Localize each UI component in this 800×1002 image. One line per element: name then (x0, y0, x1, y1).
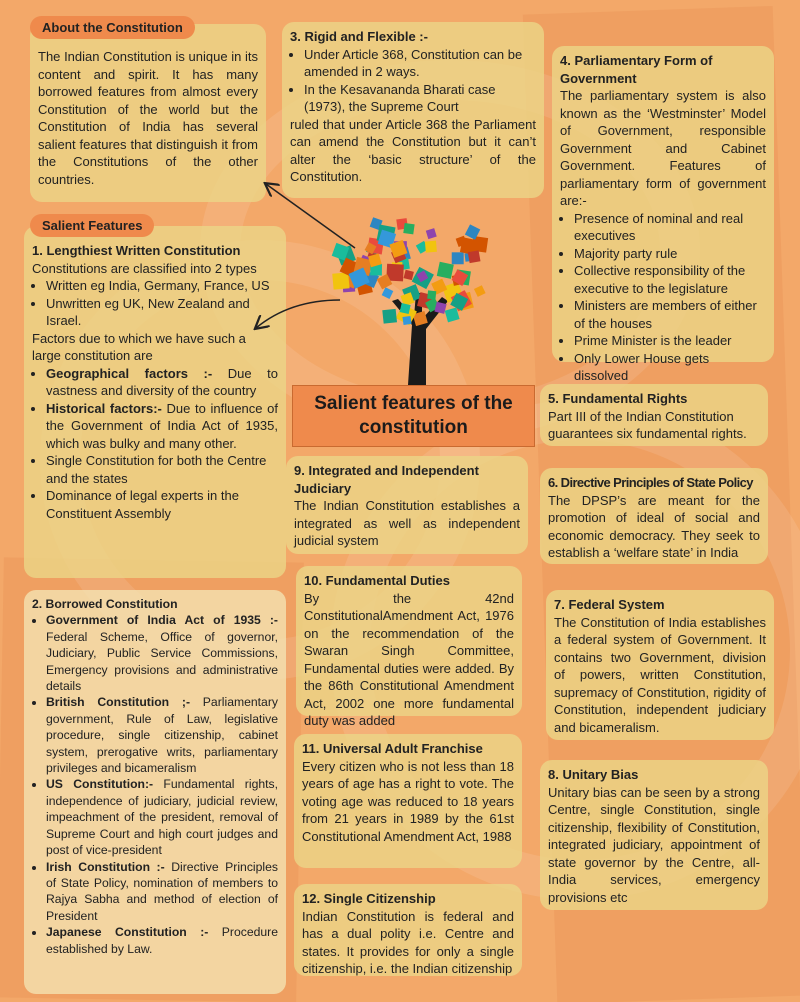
tree-illustration (330, 205, 500, 385)
section-6-box (540, 468, 768, 564)
geo-text: Due to vastness and diversity of the country (46, 365, 278, 398)
section-5-heading: 5. Fundamental Rights (548, 391, 688, 406)
list-item (46, 400, 278, 453)
section-3-list (290, 46, 536, 116)
tree-leaf-tile (445, 307, 460, 322)
section-3-box (282, 22, 544, 198)
section-1-factors (32, 365, 278, 523)
section-5-box (540, 384, 768, 446)
section-2-box (24, 590, 286, 994)
section-11-box (294, 734, 522, 868)
geo-label: Geographical factors :- (46, 365, 213, 381)
tree-leaf-tile (404, 270, 414, 280)
list-item: • Written eg India, Germany, France, US (46, 277, 278, 295)
goi-label: Government of India Act of 1935 :- (46, 613, 278, 628)
list-item: • Ministers are members of either of the houses (574, 297, 766, 332)
section-8-text: Unitary bias can be seen by a strong Centre, single Constitution, single citizenship, flexibility of Constitution, integrated judiciary, appointment of state governor by the Centre, all-India services, emergency provisions etc (548, 784, 760, 905)
brit-label: British Constitution ;- (46, 695, 191, 710)
page-title: Salient features of the constitution (292, 385, 535, 447)
section-9-heading: 9. Integrated and Independent Judiciary (294, 463, 479, 496)
section-7-text: The Constitution of India establishes a federal system of Government. It contains two Government, division of powers, written Constitution, supremacy of Constitution, rigidity of Constitution, independent judiciary and bicameralism. (554, 614, 766, 735)
section-4-heading: 4. Parliamentary Form of Government (560, 53, 713, 86)
section-11-text: Every citizen who is not less than 18 years of age has a right to vote. The voting age was reduced to 18 years from 21 years in 1989 by the 61st Constitutional Amendment Act, 1988 (302, 758, 514, 844)
hist-label: Historical factors:- (46, 400, 162, 416)
list-item: • Dominance of legal experts in the Constituent Assembly (46, 487, 278, 522)
section-1-types (32, 277, 278, 330)
section-6-text: The DPSP’s are meant for the promotion of ideal of social and economic democracy. They seek to establish a ‘welfare state’ in India (548, 492, 760, 560)
tree-leaf-tile (332, 272, 349, 289)
about-box (30, 24, 266, 202)
section-10-box (296, 566, 522, 728)
list-item (46, 365, 278, 400)
section-4-box (552, 46, 774, 383)
tree-leaf-tile (468, 250, 481, 263)
tree-leaf-tile (382, 287, 394, 299)
us-label: US Constitution:- (46, 777, 154, 792)
list-item (46, 612, 278, 694)
section-12-box (294, 884, 522, 976)
list-item: • Under Article 368, Constitution can be amended in 2 ways. (304, 46, 536, 81)
tree-leaf-tile (403, 223, 414, 234)
section-3-heading: 3. Rigid and Flexible :- (290, 29, 428, 44)
section-9-text: The Indian Constitution establishes a integrated as well as independent judicial system (294, 498, 520, 548)
section-7-box (546, 590, 774, 740)
section-2-heading: 2. Borrowed Constitution (32, 597, 178, 611)
section-9-box (286, 456, 528, 554)
tree-leaf-tile (402, 316, 411, 325)
list-item: • Unwritten eg UK, New Zealand and Israel. (46, 295, 278, 330)
tree-leaf-tile (452, 252, 464, 264)
section-3-text: ruled that under Article 368 the Parliament can amend the Constitution but it can’t alter the ‘basic structure’ of the Constitution. (290, 116, 536, 184)
section-4-list (560, 210, 766, 385)
tree-leaf-tile (474, 285, 486, 297)
section-5-text: Part III of the Indian Constitution guarantees six fundamental rights. (548, 408, 747, 441)
section-12-heading: 12. Single Citizenship (302, 891, 436, 906)
section-11-heading: 11. Universal Adult Franchise (302, 741, 483, 756)
tree-leaf-tile (382, 309, 397, 324)
section-1-box (24, 226, 286, 578)
hist-text: Due to influence of the Government of India Act of 1935, which was bulky and many other. (46, 400, 278, 451)
list-item: • Majority party rule (574, 245, 766, 263)
list-item: • Prime Minister is the leader (574, 332, 766, 350)
list-item (46, 694, 278, 776)
list-item (46, 776, 278, 858)
section-8-heading: 8. Unitary Bias (548, 767, 639, 782)
section-10-heading: 10. Fundamental Duties (304, 573, 450, 588)
salient-features-tag: Salient Features (30, 214, 154, 237)
section-6-heading: 6. Directive Principles of State Policy (548, 475, 753, 490)
section-2-list (32, 612, 278, 957)
list-item: • In the Kesavananda Bharati case (1973), the Supreme Court (304, 81, 536, 116)
irish-label: Irish Constitution :- (46, 859, 165, 874)
list-item: • Single Constitution for both the Centre and the states (46, 452, 278, 487)
list-item: • Collective responsibility of the executive to the legislature (574, 262, 766, 297)
jap-label: Japanese Constitution :- (46, 925, 209, 940)
tree-leaf-tile (425, 241, 437, 253)
list-item (46, 859, 278, 925)
section-7-heading: 7. Federal System (554, 597, 665, 612)
section-1-intro: Constitutions are classified into 2 types (32, 260, 257, 276)
section-12-text: Indian Constitution is federal and has a dual polity i.e. Centre and states. It provides for only a single citizenship, i.e. the Indian citizenship (302, 908, 514, 976)
section-1-factors-intro: Factors due to which we have such a large constitution are (32, 330, 246, 363)
tree-leaf-tile (426, 228, 437, 239)
section-10-text: By the 42nd ConstitutionalAmendment Act, 1976 on the recommendation of the Swaran Singh Committee, Fundamental duties were added. By the 86th Constitutional Amendment Act, 2002 one more fundamental duty was added (304, 590, 514, 728)
section-4-text: The parliamentary system is also known as the ‘Westminster’ Model of Government, responsible Government and Cabinet Government. Features of parliamentary form of government are:- (560, 88, 766, 208)
tree-leaf-tile (427, 290, 436, 299)
list-item (46, 924, 278, 957)
goi-text: Federal Scheme, Office of governor, Judiciary, Public Service Commissions, Emergency provisions and administrative details (46, 629, 278, 694)
irish-text: Directive Principles of State Policy, nomination of members to Rajya Sabha and method of election of President (46, 859, 278, 923)
section-8-box (540, 760, 768, 910)
tree-leaf-tile (437, 262, 454, 279)
brit-text: Parliamentary government, Rule of Law, legislative procedure, single citizenship, cabinet system, prerogative writs, parliamentary privileges and bicameralism (46, 695, 278, 776)
about-text: The Indian Constitution is unique in its content and spirit. It has many borrowed features from almost every Constitution of the world but the Constitution of India has several salient features that distinguish it from the Constitutions of the other countries. (38, 49, 258, 187)
section-1-heading: 1. Lengthiest Written Constitution (32, 243, 241, 258)
list-item: • Only Lower House gets dissolved (574, 350, 766, 385)
jap-text: Procedure established by Law. (46, 925, 278, 956)
about-tag: About the Constitution (30, 16, 195, 39)
us-text: Fundamental rights, independence of judiciary, judicial review, impeachment of the president, removal of Supreme Court and high court judges and post of vice-president (46, 777, 278, 858)
list-item: • Presence of nominal and real executives (574, 210, 766, 245)
